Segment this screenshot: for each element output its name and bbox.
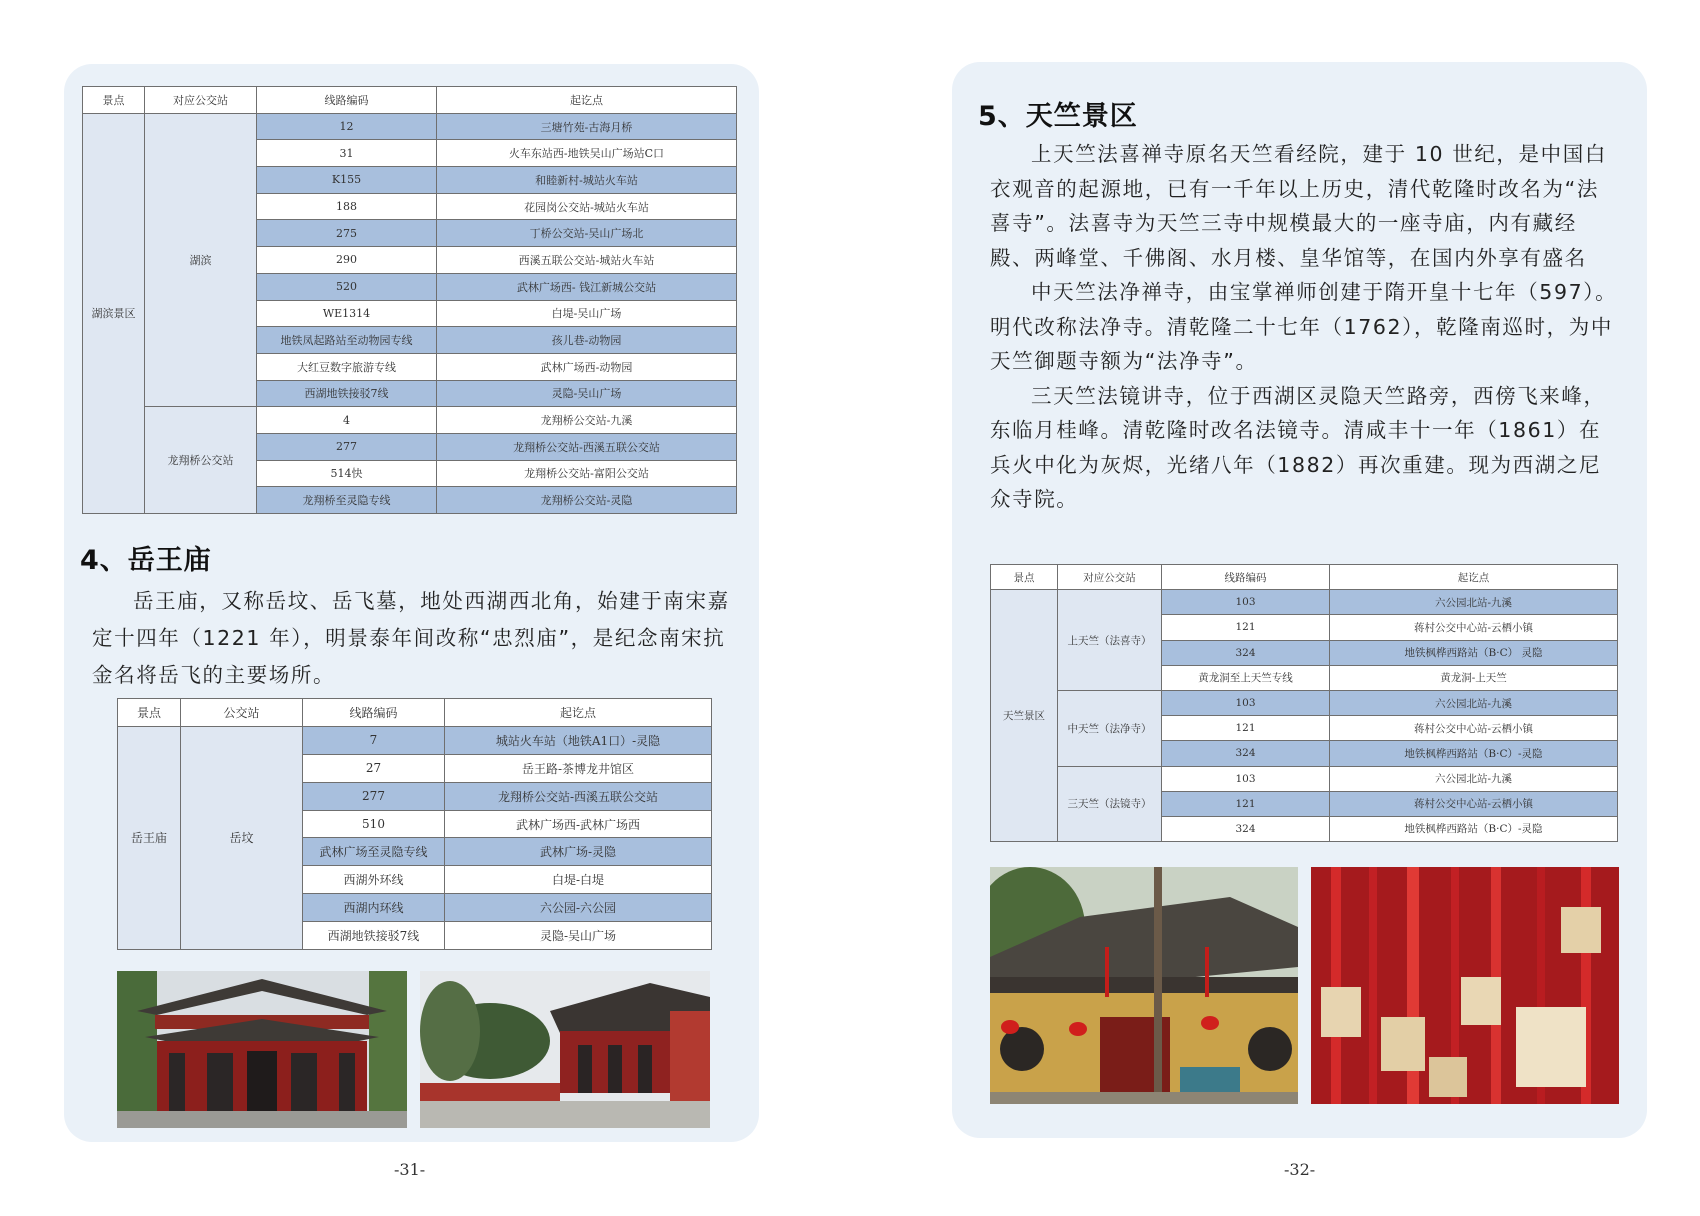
route-code-cell: 121 [1162, 716, 1330, 741]
endpoints-cell: 西溪五联公交站-城站火车站 [437, 247, 737, 274]
table-row [118, 726, 712, 754]
endpoints-cell: 龙翔桥公交站-灵隐 [437, 487, 737, 514]
route-code-cell: 地铁凤起路站至动物园专线 [257, 327, 437, 354]
route-code-cell: 103 [1162, 766, 1330, 791]
header-route: 线路编码 [303, 699, 445, 727]
route-code-cell: 277 [303, 782, 445, 810]
endpoints-cell: 城站火车站（地铁A1口）-灵隐 [445, 726, 712, 754]
route-code-cell: 西湖外环线 [303, 866, 445, 894]
route-code-cell: 188 [257, 193, 437, 220]
header-endpoints: 起讫点 [437, 87, 737, 114]
tianzhu-bus-table [990, 564, 1618, 842]
table-row [991, 690, 1618, 715]
table-row [83, 113, 737, 140]
route-code-cell: 西湖内环线 [303, 894, 445, 922]
route-code-cell: 121 [1162, 615, 1330, 640]
route-code-cell: 275 [257, 220, 437, 247]
endpoints-cell: 丁桥公交站-吴山广场北 [437, 220, 737, 247]
table-row [83, 407, 737, 434]
yuewang-description [92, 583, 742, 694]
endpoints-cell: 三塘竹苑-古海月桥 [437, 113, 737, 140]
endpoints-cell: 黄龙洞-上天竺 [1330, 665, 1618, 690]
header-spot: 景点 [83, 87, 145, 114]
station-cell: 岳坟 [181, 726, 303, 949]
route-code-cell: 武林广场至灵隐专线 [303, 838, 445, 866]
header-spot: 景点 [118, 699, 181, 727]
route-code-cell: 324 [1162, 816, 1330, 841]
route-code-cell: 324 [1162, 741, 1330, 766]
route-code-cell: K155 [257, 167, 437, 194]
header-route: 线路编码 [257, 87, 437, 114]
route-code-cell: 324 [1162, 640, 1330, 665]
paragraph: 岳王庙，又称岳坟、岳飞墓，地处西湖西北角，始建于南宋嘉定十四年（1221 年），明景泰年间改称“忠烈庙”，是纪念南宋抗金名将岳飞的主要场所。 [92, 589, 730, 687]
paragraph-middle-tianzhu: 中天竺法净禅寺，由宝掌禅师创建于隋开皇十七年（597）。明代改称法净寺。清乾隆二十七年（1762），乾隆南巡时，为中天竺御题寺额为“法净寺”。 [990, 280, 1618, 373]
route-code-cell: WE1314 [257, 300, 437, 327]
route-code-cell: 27 [303, 754, 445, 782]
endpoints-cell: 龙翔桥公交站-西溪五联公交站 [437, 433, 737, 460]
yuewang-hall-photo [420, 971, 710, 1128]
route-code-cell: 277 [257, 433, 437, 460]
endpoints-cell: 武林广场西-动物园 [437, 353, 737, 380]
scenic-spot-cell: 湖滨景区 [83, 113, 145, 513]
yuewang-bus-table [117, 698, 712, 950]
endpoints-cell: 武林广场西-武林广场西 [445, 810, 712, 838]
paragraph-upper-tianzhu: 上天竺法喜禅寺原名天竺看经院，建于 10 世纪，是中国白衣观音的起源地，已有一千年以上历史，清代乾隆时改名为“法喜寺”。法喜寺为天竺三寺中规模最大的一座寺庙，内有藏经殿、两峰堂、千佛阁、水月楼、皇华馆等，在国内外享有盛名 [990, 142, 1607, 270]
page-number-right: -32- [1284, 1160, 1316, 1179]
header-station: 公交站 [181, 699, 303, 727]
header-spot: 景点 [991, 565, 1058, 590]
endpoints-cell: 蒋村公交中心站-云栖小镇 [1330, 615, 1618, 640]
endpoints-cell: 和睦新村-城站火车站 [437, 167, 737, 194]
station-cell: 湖滨 [145, 113, 257, 407]
endpoints-cell: 六公园北站-九溪 [1330, 590, 1618, 615]
endpoints-cell: 花园岗公交站-城站火车站 [437, 193, 737, 220]
endpoints-cell: 武林广场西- 钱江新城公交站 [437, 273, 737, 300]
route-code-cell: 103 [1162, 590, 1330, 615]
route-code-cell: 31 [257, 140, 437, 167]
wish-plaques-photo [1311, 867, 1619, 1104]
hubin-bus-table [82, 86, 737, 514]
endpoints-cell: 龙翔桥公交站-九溪 [437, 407, 737, 434]
tianzhu-description [990, 137, 1620, 517]
endpoints-cell: 六公园北站-九溪 [1330, 690, 1618, 715]
header-route: 线路编码 [1162, 565, 1330, 590]
station-cell: 上天竺（法喜寺） [1058, 590, 1162, 691]
tianzhu-temple-photo [990, 867, 1298, 1104]
endpoints-cell: 龙翔桥公交站-西溪五联公交站 [445, 782, 712, 810]
route-code-cell: 103 [1162, 690, 1330, 715]
section-heading-tianzhu: 5、天竺景区 [978, 101, 1138, 132]
station-cell: 中天竺（法净寺） [1058, 690, 1162, 766]
route-code-cell: 西湖地铁接驳7线 [257, 380, 437, 407]
route-code-cell: 514快 [257, 460, 437, 487]
route-code-cell: 西湖地铁接驳7线 [303, 922, 445, 950]
route-code-cell: 520 [257, 273, 437, 300]
endpoints-cell: 火车东站西-地铁吴山广场站C口 [437, 140, 737, 167]
route-code-cell: 510 [303, 810, 445, 838]
endpoints-cell: 六公园-六公园 [445, 894, 712, 922]
endpoints-cell: 灵隐-吴山广场 [437, 380, 737, 407]
route-code-cell: 黄龙洞至上天竺专线 [1162, 665, 1330, 690]
route-code-cell: 290 [257, 247, 437, 274]
endpoints-cell: 地铁枫桦西路站（B·C）-灵隐 [1330, 816, 1618, 841]
table-row [991, 766, 1618, 791]
route-code-cell: 大红豆数字旅游专线 [257, 353, 437, 380]
endpoints-cell: 孩儿巷-动物园 [437, 327, 737, 354]
paragraph-lower-tianzhu: 三天竺法镜讲寺，位于西湖区灵隐天竺路旁，西傍飞来峰，东临月桂峰。清乾隆时改名法镜寺。清咸丰十一年（1861）在兵火中化为灰烬，光绪八年（1882）再次重建。现为西湖之尼众寺院。 [990, 383, 1606, 511]
header-station: 对应公交站 [145, 87, 257, 114]
route-code-cell: 12 [257, 113, 437, 140]
table-row [991, 590, 1618, 615]
endpoints-cell: 白堤-吴山广场 [437, 300, 737, 327]
endpoints-cell: 武林广场-灵隐 [445, 838, 712, 866]
station-cell: 三天竺（法镜寺） [1058, 766, 1162, 842]
header-endpoints: 起讫点 [445, 699, 712, 727]
yuewang-gate-photo [117, 971, 407, 1128]
endpoints-cell: 岳王路-茶博龙井馆区 [445, 754, 712, 782]
section-heading-yuewang: 4、岳王庙 [80, 545, 212, 576]
endpoints-cell: 地铁枫桦西路站（B·C） 灵隐 [1330, 640, 1618, 665]
route-code-cell: 7 [303, 726, 445, 754]
endpoints-cell: 地铁枫桦西路站（B·C）-灵隐 [1330, 741, 1618, 766]
scenic-spot-cell: 天竺景区 [991, 590, 1058, 842]
route-code-cell: 龙翔桥至灵隐专线 [257, 487, 437, 514]
station-cell: 龙翔桥公交站 [145, 407, 257, 514]
endpoints-cell: 龙翔桥公交站-富阳公交站 [437, 460, 737, 487]
route-code-cell: 4 [257, 407, 437, 434]
endpoints-cell: 白堤-白堤 [445, 866, 712, 894]
endpoints-cell: 蒋村公交中心站-云栖小镇 [1330, 791, 1618, 816]
endpoints-cell: 蒋村公交中心站-云栖小镇 [1330, 716, 1618, 741]
scenic-spot-cell: 岳王庙 [118, 726, 181, 949]
page-number-left: -31- [394, 1160, 426, 1179]
endpoints-cell: 六公园北站-九溪 [1330, 766, 1618, 791]
header-station: 对应公交站 [1058, 565, 1162, 590]
endpoints-cell: 灵隐-吴山广场 [445, 922, 712, 950]
header-endpoints: 起讫点 [1330, 565, 1618, 590]
route-code-cell: 121 [1162, 791, 1330, 816]
